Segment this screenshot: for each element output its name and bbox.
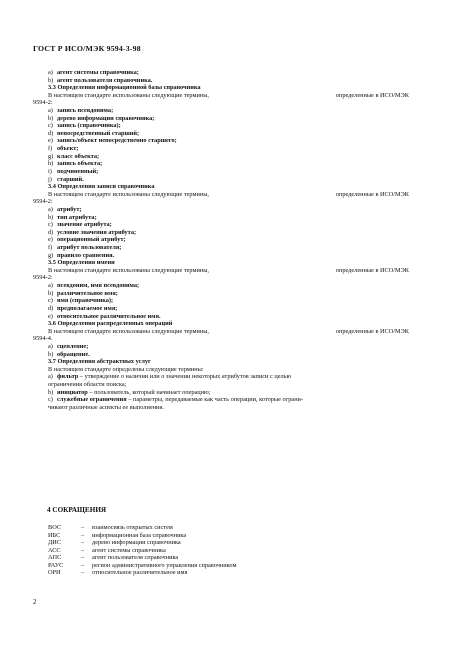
list-item: а) запись псевдонима;	[48, 107, 114, 115]
list-item: с) запись (справочника);	[48, 122, 121, 130]
section-3-6-title: 3.6 Определения распределенных операций	[48, 320, 173, 328]
list-item: g) класс объекта;	[48, 152, 100, 160]
list-item: е) операционный атрибут;	[48, 236, 126, 244]
page-number: 2	[33, 598, 37, 606]
list-item: b) тип атрибута;	[48, 213, 97, 221]
list-item: с) имя (справочника);	[48, 297, 114, 305]
abbreviation-list	[48, 524, 236, 577]
section-3-4-intro-end: 9594-2:	[33, 198, 53, 206]
section-3-3-title: 3.3 Определения информационной базы справочника	[48, 84, 201, 92]
list-item: f) атрибут пользователя;	[48, 244, 122, 252]
definitions-body	[33, 69, 409, 412]
list-item: е) запись/объект непосредственно старшего;	[48, 137, 177, 145]
abbreviation-row: ОРИ – относительное различительное имя	[48, 569, 188, 577]
section-3-7-intro: В настоящем стандарте определены следующие термины:	[48, 365, 204, 373]
list-item: с) значение атрибута;	[48, 221, 112, 229]
list-item: а) агент системы справочника;	[48, 69, 139, 76]
section-3-3-intro-end: 9594-2:	[33, 99, 53, 107]
abbreviation-row: РАУС – регион административного управления справочником	[48, 561, 237, 569]
definition-item: а) фильтр – утверждение о наличии или о значении некоторых атрибутов записи с целью ограничения области поиска;	[48, 373, 292, 388]
list-item: а) псевдоним, имя псевдонима;	[48, 282, 140, 290]
section-3-6-intro-end: 9594-4.	[33, 335, 53, 343]
definition-item: b) инициатор – пользователь, который начинает операцию;	[48, 388, 211, 396]
list-item: b) агент пользователя справочника.	[48, 76, 153, 84]
list-item: i) подчиненный;	[48, 167, 99, 175]
section-3-5-intro-end: 9594-2:	[33, 274, 53, 282]
abbreviation-row: АПС – агент пользователя справочника	[48, 554, 179, 562]
list-item: f) объект;	[48, 145, 79, 153]
section-3-5-intro: В настоящем стандарте использованы следующие термины, определенные в ИСО/МЭК	[48, 266, 409, 274]
abbreviation-row: АСС – агент системы справочника	[48, 546, 166, 554]
section-3-4-title: 3.4 Определения записи справочника	[48, 183, 155, 191]
section-3-6-intro: В настоящем стандарте использованы следующие термины, определенные в ИСО/МЭК	[48, 327, 409, 335]
abbreviation-row: ДИС – дерево информации справочника	[48, 539, 181, 547]
list-item: е) относительное различительное имя.	[48, 312, 161, 320]
list-item: g) правило сравнения.	[48, 251, 115, 259]
list-item: h) запись объекта;	[48, 160, 103, 168]
section-3-4-intro: В настоящем стандарте использованы следующие термины, определенные в ИСО/МЭК	[48, 190, 409, 198]
list-item: d) предполагаемое имя;	[48, 304, 118, 312]
running-header: ГОСТ Р ИСО/МЭК 9594-3-98	[33, 44, 141, 53]
section-3-3-intro: В настоящем стандарте использованы следующие термины, определенные в ИСО/МЭК	[48, 91, 409, 99]
list-item: b) различительное имя;	[48, 289, 118, 297]
list-item: b) обращение.	[48, 350, 90, 358]
list-item: d) непосредственный старший;	[48, 129, 140, 137]
abbreviation-row: ВОС – взаимосвязь открытых систем	[48, 524, 173, 531]
list-item: d) условие значения атрибута;	[48, 228, 137, 236]
definition-item: с) служебные ограничения – параметры, передаваемые как часть операции, которые ограни- чивают различные аспекты ее выполнения.	[48, 396, 304, 411]
list-item: b) дерево информации справочника;	[48, 114, 155, 122]
section-3-7-title: 3.7 Определения абстрактных услуг	[48, 358, 151, 366]
abbreviation-row: ИБС – информационная база справочника	[48, 531, 187, 539]
section-4-title: 4 СОКРАЩЕНИЯ	[47, 506, 107, 514]
list-item: j) старший.	[48, 175, 84, 183]
section-3-5-title: 3.5 Определения имени	[48, 259, 115, 267]
list-item: а) атрибут;	[48, 205, 82, 213]
list-item: а) сцепление;	[48, 342, 89, 350]
